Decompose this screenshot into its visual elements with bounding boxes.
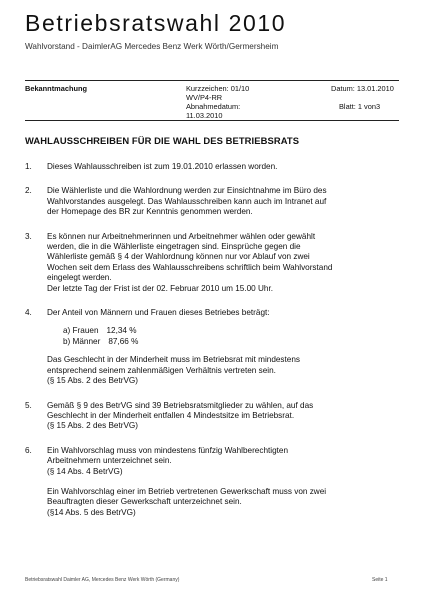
item-text: Das Geschlecht in der Minderheit muss im Betriebsrat mit mindestens — [47, 355, 300, 365]
item-text: Beauftragten dieser Gewerkschaft unterzeichnet sein. — [47, 497, 242, 507]
item-text: Die Wählerliste und die Wahlordnung werden zur Einsichtnahme im Büro des — [47, 186, 327, 196]
divider-bottom — [25, 120, 399, 121]
section-heading: WAHLAUSSCHREIBEN FÜR DIE WAHL DES BETRIEBSRATS — [25, 135, 300, 146]
footer-text: Betriebsratswahl Daimler AG, Mercedes Benz Werk Wörth (Germany) — [25, 577, 180, 583]
share-women-label: a) Frauen — [63, 326, 99, 336]
item-text: Wählerliste gemäß § 4 der Wahlordnung können nur vor Ablauf von zwei — [47, 252, 310, 262]
item-text: (§14 Abs. 5 des BetrVG) — [47, 507, 136, 517]
meta-label: Bekanntmachung — [25, 84, 88, 93]
list-item — [25, 186, 405, 217]
item-text: Es können nur Arbeitnehmerinnen und Arbeitnehmer wählen oder gewählt — [47, 231, 316, 241]
item-text: Der Anteil von Männern und Frauen dieses Betriebes beträgt: — [47, 308, 270, 318]
item-text: entsprechend seinem zahlenmäßigen Verhältnis vertreten sein. — [47, 365, 276, 375]
meta-kurzzeichen: Kurzzeichen: 01/10 — [186, 84, 250, 93]
item-number: 2. — [25, 186, 32, 196]
document-title: Betriebsratswahl 2010 — [25, 10, 287, 36]
item-text: Geschlecht in der Minderheit entfallen 4 Mindestsitze im Betriebsrat. — [47, 410, 295, 420]
item-text: Wahlvorstandes ausgelegt. Das Wahlausschreiben kann auch im Intranet auf — [47, 196, 327, 206]
item-text: eingelegt werden. — [47, 273, 112, 283]
item-text: Wochen seit dem Erlass des Wahlausschreibens schriftlich beim Wahlvorstand — [47, 262, 333, 272]
page-number: Seite 1 — [372, 577, 388, 583]
meta-abnahme-label: Abnahmedatum: — [186, 102, 241, 111]
item-number: 5. — [25, 400, 32, 410]
share-women-value: 12,34 % — [106, 326, 137, 336]
gender-shares — [63, 326, 405, 347]
meta-abnahme-date: 11.03.2010 — [186, 111, 223, 120]
item-number: 6. — [25, 445, 32, 455]
list-item — [25, 162, 405, 172]
share-men-label: b) Männer — [63, 336, 101, 346]
item-text: Ein Wahlvorschlag einer im Betrieb vertretenen Gewerkschaft muss von zwei — [47, 486, 327, 496]
item-number: 4. — [25, 308, 32, 318]
meta-datum: Datum: 13.01.2010 — [331, 84, 394, 93]
item-text: (§ 15 Abs. 2 des BetrVG) — [47, 421, 139, 431]
item-text: werden, die in die Wählerliste eingetragen sind. Einsprüche gegen die — [47, 242, 301, 252]
item-number: 1. — [25, 162, 32, 171]
list-item — [25, 446, 405, 518]
item-text: (§ 14 Abs. 4 BetrVG) — [47, 466, 123, 476]
item-text: Der letzte Tag der Frist ist der 02. Februar 2010 um 15.00 Uhr. — [47, 283, 274, 293]
item-number: 3. — [25, 231, 32, 241]
document-subtitle: Wahlvorstand - DaimlerAG Mercedes Benz Werk Wörth/Germersheim — [25, 42, 279, 51]
item-text: der Homepage des BR zur Kenntnis genommen werden. — [47, 207, 253, 217]
divider-top — [25, 80, 399, 81]
list-item — [25, 308, 405, 386]
item-text: Dieses Wahlausschreiben ist zum 19.01.2010 erlassen worden. — [47, 162, 278, 171]
list-item — [25, 232, 405, 294]
share-men-value: 87,66 % — [108, 336, 139, 346]
item-text: (§ 15 Abs. 2 des BetrVG) — [47, 376, 139, 386]
item-text: Gemäß § 9 des BetrVG sind 39 Betriebsratsmitglieder zu wählen, auf das — [47, 400, 314, 410]
item-text: Ein Wahlvorschlag muss von mindestens fünfzig Wahlberechtigten — [47, 445, 289, 455]
item-list — [25, 162, 405, 532]
item-text: Arbeitnehmern unterzeichnet sein. — [47, 456, 172, 466]
meta-blatt: Blatt: 1 von3 — [339, 102, 381, 111]
list-item — [25, 401, 405, 432]
meta-kurzzeichen-code: WV/P4-RR — [186, 93, 223, 102]
